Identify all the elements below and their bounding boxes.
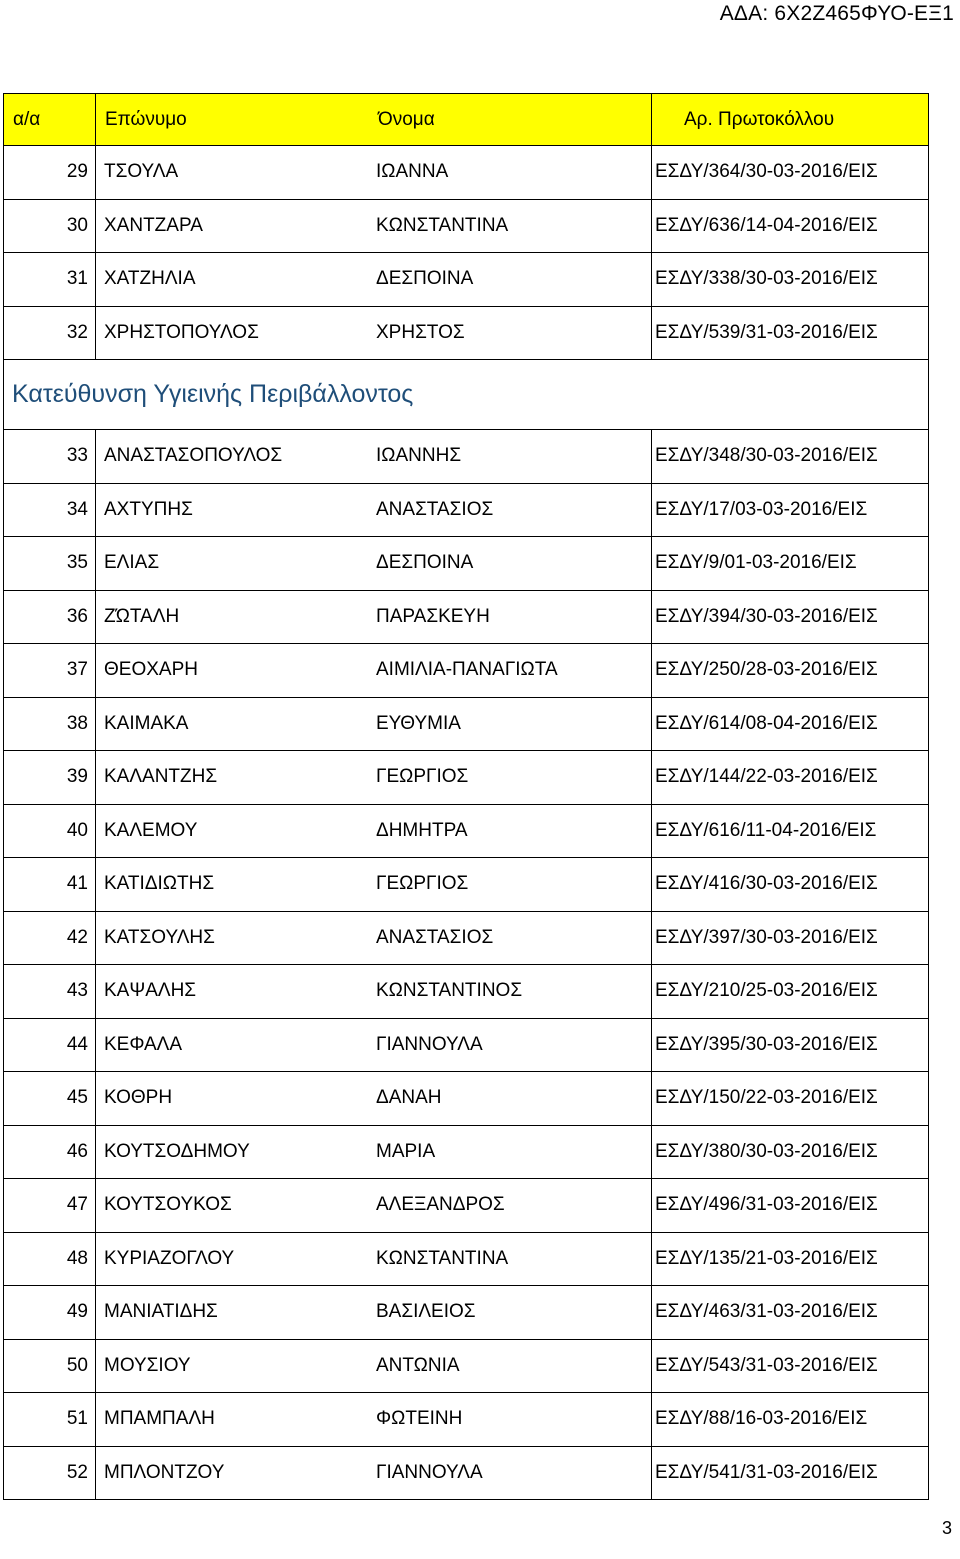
row-number: 33 bbox=[66, 445, 88, 467]
table-row bbox=[4, 145, 928, 199]
row-name: ΔΕΣΠΟΙΝΑ bbox=[376, 268, 474, 290]
row-surname: ΤΣΟΥΛΑ bbox=[104, 161, 179, 183]
table-row bbox=[4, 429, 928, 483]
row-protocol: ΕΣΔΥ/636/14-04-2016/ΕΙΣ bbox=[655, 214, 878, 236]
row-protocol: ΕΣΔΥ/135/21-03-2016/ΕΙΣ bbox=[655, 1247, 878, 1269]
row-surname: ΚΑΤΣΟΥΛΗΣ bbox=[104, 926, 215, 948]
row-surname: ΚΑΨΑΛΗΣ bbox=[104, 980, 197, 1002]
row-protocol: ΕΣΔΥ/614/08-04-2016/ΕΙΣ bbox=[655, 712, 878, 734]
row-protocol: ΕΣΔΥ/210/25-03-2016/ΕΙΣ bbox=[655, 980, 878, 1002]
row-protocol: ΕΣΔΥ/394/30-03-2016/ΕΙΣ bbox=[655, 605, 878, 627]
table-row bbox=[4, 643, 928, 697]
applicants-table bbox=[3, 93, 929, 1500]
row-protocol: ΕΣΔΥ/9/01-03-2016/ΕΙΣ bbox=[655, 552, 857, 574]
row-surname: ΘΕΟΧΑΡΗ bbox=[104, 659, 198, 681]
row-name: ΧΡΗΣΤΟΣ bbox=[376, 321, 465, 343]
row-name: ΓΕΩΡΓΙΟΣ bbox=[376, 766, 469, 788]
rows-group-top bbox=[4, 145, 928, 359]
row-number: 50 bbox=[66, 1354, 88, 1376]
row-name: ΓΕΩΡΓΙΟΣ bbox=[376, 873, 469, 895]
table-row bbox=[4, 1178, 928, 1232]
row-protocol: ΕΣΔΥ/539/31-03-2016/ΕΙΣ bbox=[655, 321, 878, 343]
row-surname: ΑΧΤΥΠΗΣ bbox=[104, 498, 193, 520]
row-protocol: ΕΣΔΥ/364/30-03-2016/ΕΙΣ bbox=[655, 161, 878, 183]
table-row bbox=[4, 1285, 928, 1339]
row-name: ΓΙΑΝΝΟΥΛΑ bbox=[376, 1033, 483, 1055]
row-protocol: ΕΣΔΥ/463/31-03-2016/ΕΙΣ bbox=[655, 1301, 878, 1323]
table-row bbox=[4, 1392, 928, 1446]
row-number: 43 bbox=[66, 980, 88, 1002]
row-name: ΓΙΑΝΝΟΥΛΑ bbox=[376, 1461, 483, 1483]
row-name: ΜΑΡΙΑ bbox=[376, 1140, 436, 1162]
row-name: ΚΩΝΣΤΑΝΤΙΝΑ bbox=[376, 214, 509, 236]
header-number: α/α bbox=[13, 108, 41, 130]
row-surname: ΚΕΦΑΛΑ bbox=[104, 1033, 182, 1055]
row-number: 39 bbox=[66, 766, 88, 788]
row-surname: ΚΑΙΜΑΚΑ bbox=[104, 712, 189, 734]
row-number: 35 bbox=[66, 552, 88, 574]
table-row bbox=[4, 306, 928, 360]
row-protocol: ΕΣΔΥ/144/22-03-2016/ΕΙΣ bbox=[655, 766, 878, 788]
table-row bbox=[4, 536, 928, 590]
table-row bbox=[4, 483, 928, 537]
row-number: 51 bbox=[66, 1408, 88, 1430]
table-row bbox=[4, 1125, 928, 1179]
row-number: 34 bbox=[66, 498, 88, 520]
table-row bbox=[4, 750, 928, 804]
row-number: 30 bbox=[66, 214, 88, 236]
row-surname: ΚΟΥΤΣΟΔΗΜΟΥ bbox=[104, 1140, 250, 1162]
row-number: 29 bbox=[66, 161, 88, 183]
row-surname: ΕΛΙΑΣ bbox=[104, 552, 160, 574]
row-protocol: ΕΣΔΥ/616/11-04-2016/ΕΙΣ bbox=[655, 819, 877, 841]
row-number: 37 bbox=[66, 659, 88, 681]
row-name: ΑΝΑΣΤΑΣΙΟΣ bbox=[376, 926, 494, 948]
row-number: 40 bbox=[66, 819, 88, 841]
row-name: ΒΑΣΙΛΕΙΟΣ bbox=[376, 1301, 476, 1323]
row-number: 32 bbox=[66, 321, 88, 343]
row-surname: ΚΟΥΤΣΟΥΚΟΣ bbox=[104, 1194, 232, 1216]
document-id: ΑΔΑ: 6Χ2Ζ465ΦΥΟ-ΕΞ1 bbox=[719, 2, 954, 25]
row-name: ΑΛΕΞΑΝΔΡΟΣ bbox=[376, 1194, 505, 1216]
table-row bbox=[4, 1018, 928, 1072]
rows-group-bottom bbox=[4, 429, 928, 1499]
row-name: ΦΩΤΕΙΝΗ bbox=[376, 1408, 463, 1430]
row-protocol: ΕΣΔΥ/348/30-03-2016/ΕΙΣ bbox=[655, 445, 878, 467]
row-protocol: ΕΣΔΥ/150/22-03-2016/ΕΙΣ bbox=[655, 1087, 878, 1109]
row-surname: ΚΑΛΑΝΤΖΗΣ bbox=[104, 766, 218, 788]
row-surname: ΧΡΗΣΤΟΠΟΥΛΟΣ bbox=[104, 321, 259, 343]
row-name: ΑΝΤΩΝΙΑ bbox=[376, 1354, 460, 1376]
row-surname: ΖΏΤΑΛΗ bbox=[104, 605, 180, 627]
row-number: 41 bbox=[66, 873, 88, 895]
row-number: 49 bbox=[66, 1301, 88, 1323]
row-surname: ΧΑΤΖΗΛΙΑ bbox=[104, 268, 196, 290]
row-number: 52 bbox=[66, 1461, 88, 1483]
header-protocol: Αρ. Πρωτοκόλλου bbox=[684, 108, 835, 130]
row-surname: ΚΟΘΡΗ bbox=[104, 1087, 173, 1109]
row-name: ΑΝΑΣΤΑΣΙΟΣ bbox=[376, 498, 494, 520]
row-protocol: ΕΣΔΥ/17/03-03-2016/ΕΙΣ bbox=[655, 498, 868, 520]
row-number: 46 bbox=[66, 1140, 88, 1162]
table-row bbox=[4, 857, 928, 911]
row-number: 48 bbox=[66, 1247, 88, 1269]
row-surname: ΜΑΝΙΑΤΙΔΗΣ bbox=[104, 1301, 218, 1323]
table-row bbox=[4, 590, 928, 644]
row-number: 31 bbox=[66, 268, 88, 290]
row-protocol: ΕΣΔΥ/250/28-03-2016/ΕΙΣ bbox=[655, 659, 878, 681]
row-number: 44 bbox=[66, 1033, 88, 1055]
row-name: ΔΑΝΑΗ bbox=[376, 1087, 442, 1109]
row-protocol: ΕΣΔΥ/543/31-03-2016/ΕΙΣ bbox=[655, 1354, 878, 1376]
row-name: ΔΕΣΠΟΙΝΑ bbox=[376, 552, 474, 574]
row-surname: ΚΥΡΙΑΖΟΓΛΟΥ bbox=[104, 1247, 235, 1269]
row-surname: ΚΑΤΙΔΙΩΤΗΣ bbox=[104, 873, 215, 895]
row-name: ΙΩΑΝΝΑ bbox=[376, 161, 449, 183]
row-surname: ΧΑΝΤΖΑΡΑ bbox=[104, 214, 203, 236]
table-row bbox=[4, 804, 928, 858]
row-number: 42 bbox=[66, 926, 88, 948]
header-name: Όνομα bbox=[378, 108, 435, 130]
table-row bbox=[4, 1446, 928, 1500]
row-name: ΕΥΘΥΜΙΑ bbox=[376, 712, 461, 734]
row-name: ΚΩΝΣΤΑΝΤΙΝΟΣ bbox=[376, 980, 523, 1002]
row-surname: ΑΝΑΣΤΑΣΟΠΟΥΛΟΣ bbox=[104, 445, 283, 467]
row-name: ΑΙΜΙΛΙΑ-ΠΑΝΑΓΙΩΤΑ bbox=[376, 659, 558, 681]
table-row bbox=[4, 1071, 928, 1125]
table-row bbox=[4, 911, 928, 965]
row-protocol: ΕΣΔΥ/88/16-03-2016/ΕΙΣ bbox=[655, 1408, 868, 1430]
table-row bbox=[4, 199, 928, 253]
table-row bbox=[4, 1339, 928, 1393]
row-surname: ΜΟΥΣΙΟΥ bbox=[104, 1354, 191, 1376]
table-row bbox=[4, 697, 928, 751]
row-name: ΔΗΜΗΤΡΑ bbox=[376, 819, 468, 841]
section-title: Κατεύθυνση Υγιεινής Περιβάλλοντος bbox=[12, 380, 414, 408]
row-protocol: ΕΣΔΥ/395/30-03-2016/ΕΙΣ bbox=[655, 1033, 878, 1055]
row-surname: ΚΑΛΕΜΟΥ bbox=[104, 819, 198, 841]
row-number: 38 bbox=[66, 712, 88, 734]
row-protocol: ΕΣΔΥ/416/30-03-2016/ΕΙΣ bbox=[655, 873, 878, 895]
table-header bbox=[4, 93, 928, 145]
row-protocol: ΕΣΔΥ/380/30-03-2016/ΕΙΣ bbox=[655, 1140, 878, 1162]
table-row bbox=[4, 1232, 928, 1286]
table-row bbox=[4, 252, 928, 306]
row-surname: ΜΠΑΜΠΑΛΗ bbox=[104, 1408, 215, 1430]
row-name: ΙΩΑΝΝΗΣ bbox=[376, 445, 462, 467]
header-surname: Επώνυμο bbox=[105, 108, 187, 130]
row-surname: ΜΠΛΟΝΤΖΟΥ bbox=[104, 1461, 225, 1483]
row-protocol: ΕΣΔΥ/496/31-03-2016/ΕΙΣ bbox=[655, 1194, 878, 1216]
row-protocol: ΕΣΔΥ/541/31-03-2016/ΕΙΣ bbox=[655, 1461, 878, 1483]
row-number: 36 bbox=[66, 605, 88, 627]
row-protocol: ΕΣΔΥ/338/30-03-2016/ΕΙΣ bbox=[655, 268, 878, 290]
row-name: ΚΩΝΣΤΑΝΤΙΝΑ bbox=[376, 1247, 509, 1269]
table-row bbox=[4, 964, 928, 1018]
row-number: 47 bbox=[66, 1194, 88, 1216]
row-number: 45 bbox=[66, 1087, 88, 1109]
row-name: ΠΑΡΑΣΚΕΥΗ bbox=[376, 605, 490, 627]
section-row bbox=[4, 359, 928, 429]
row-protocol: ΕΣΔΥ/397/30-03-2016/ΕΙΣ bbox=[655, 926, 878, 948]
page-number: 3 bbox=[941, 1518, 952, 1538]
